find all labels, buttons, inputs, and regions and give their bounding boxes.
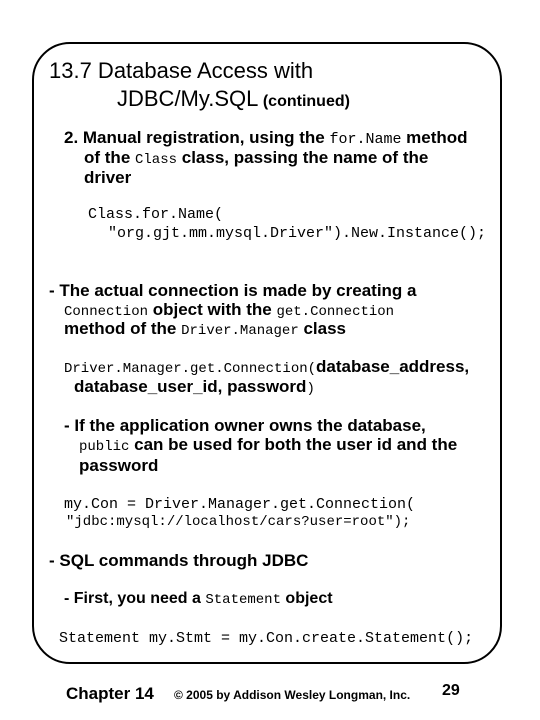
code1-line1: Class.for.Name( bbox=[88, 206, 224, 223]
code3-line2: "jdbc:mysql://localhost/cars?user=root"); bbox=[66, 514, 411, 530]
code2-line2 bbox=[74, 377, 315, 397]
code-drivermanager: Driver.Manager bbox=[181, 323, 299, 339]
code-getconnection: get.Connection bbox=[276, 304, 395, 320]
code-connection: Connection bbox=[64, 304, 149, 320]
code4-line: Statement my.Stmt = my.Con.create.Statement(); bbox=[59, 630, 474, 647]
text: can be used for both the user id and the bbox=[129, 435, 458, 454]
slide-title-line2 bbox=[117, 86, 350, 112]
code-statement: Statement bbox=[205, 592, 281, 608]
code-getconnection-call: Driver.Manager.get.Connection( bbox=[64, 361, 317, 377]
title-jdbc: JDBC/My.SQL bbox=[117, 86, 259, 111]
text: of the bbox=[84, 148, 135, 167]
footer-copyright: © 2005 by Addison Wesley Longman, Inc. bbox=[174, 688, 411, 702]
sql-heading: - SQL commands through JDBC bbox=[49, 551, 309, 570]
code-forname: for.Name bbox=[329, 131, 402, 148]
conn-line1: - The actual connection is made by creating a bbox=[49, 281, 417, 300]
text: object with the bbox=[148, 300, 277, 319]
footer-page-number: 29 bbox=[442, 682, 460, 699]
owner-line2 bbox=[79, 435, 457, 455]
point2-line2 bbox=[84, 148, 428, 168]
conn-line2 bbox=[64, 300, 394, 320]
code1-line2: "org.gjt.mm.mysql.Driver").New.Instance(); bbox=[108, 225, 487, 242]
code2-line1 bbox=[64, 357, 469, 377]
point2-line3: driver bbox=[84, 168, 132, 187]
owner-line3: password bbox=[79, 456, 159, 475]
code3-line1: my.Con = Driver.Manager.get.Connection( bbox=[64, 496, 416, 513]
text: class, passing the name of the bbox=[177, 148, 429, 167]
text: class bbox=[298, 319, 346, 338]
text: object bbox=[280, 590, 333, 607]
text: method of the bbox=[64, 319, 182, 338]
code-class: Class bbox=[135, 152, 178, 168]
first-line bbox=[64, 590, 333, 608]
title-continued: (continued) bbox=[262, 93, 350, 110]
text: - First, you need a bbox=[64, 590, 206, 607]
text-user-password: database_user_id, password bbox=[74, 377, 307, 396]
point2-line1 bbox=[64, 128, 468, 148]
code-paren: ) bbox=[306, 381, 315, 397]
slide-title-line1: 13.7 Database Access with bbox=[49, 58, 314, 83]
conn-line3 bbox=[64, 319, 346, 339]
code-public: public bbox=[79, 439, 130, 455]
text: method bbox=[401, 128, 468, 147]
footer-chapter: Chapter 14 bbox=[66, 684, 154, 703]
text-database-address: database_address, bbox=[316, 357, 470, 376]
text: 2. Manual registration, using the bbox=[64, 128, 330, 147]
owner-line1: - If the application owner owns the database, bbox=[64, 416, 426, 435]
